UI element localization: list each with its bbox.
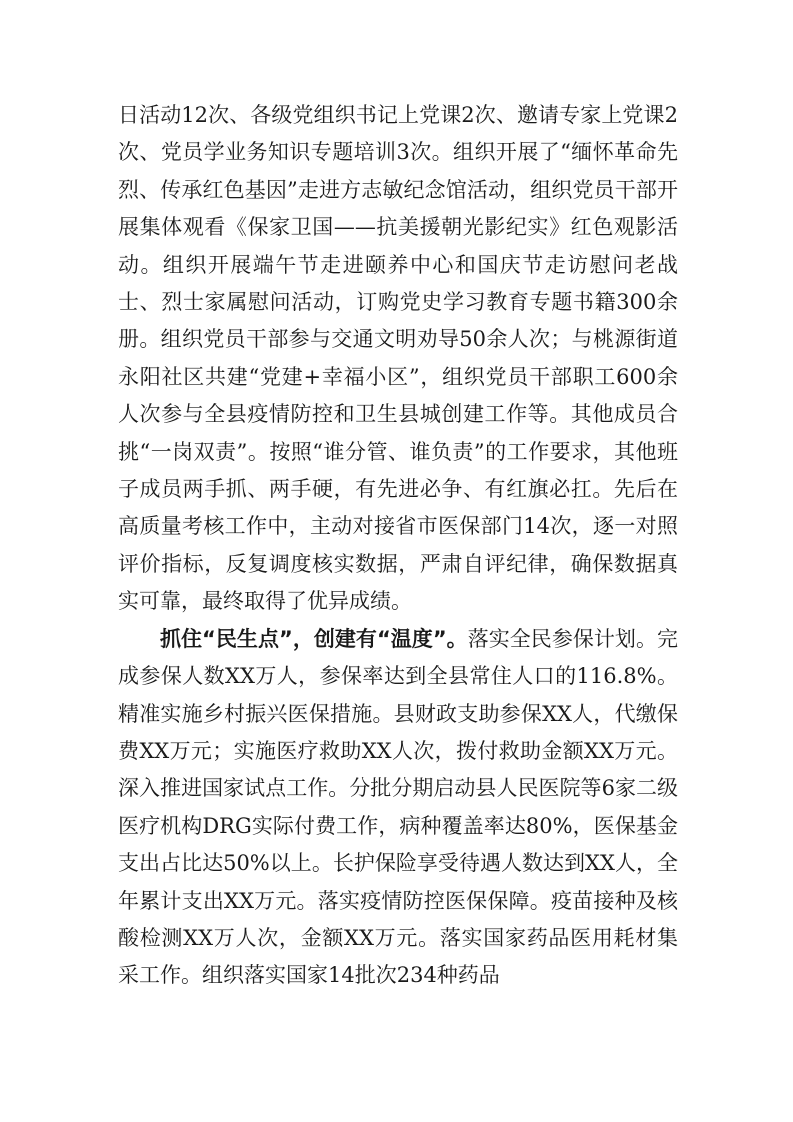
paragraph-text: 日活动12次、各级党组织书记上党课2次、邀请专家上党课2次、党员学业务知识专题培训3次。组织开展了“缅怀革命先烈、传承红色基因”走进方志敏纪念馆活动，组织党员干部开展集体观看《保家卫国——抗美援朝光影纪实》红色观影活动。组织开展端午节走进颐养中心和国庆节走访慰问老战士、烈士家属慰问活动，订购党史学习教育专题书籍300余册。组织党员干部参与交通文明劝导50余人次；与桃源街道永阳社区共建“党建+幸福小区”，组织党员干部职工600余人次参与全县疫情防控和卫生县城创建工作等。其他成员合挑“一岗双责”。按照“谁分管、谁负责”的工作要求，其他班子成员两手抓、两手硬，有先进必争、有红旗必扛。先后在高质量考核工作中，主动对接省市医保部门14次，逐一对照评价指标，反复调度核实数据，严肃自评纪律，确保数据真实可靠，最终取得了优异成绩。	[118, 103, 678, 614]
paragraph-text: 落实全民参保计划。完成参保人数XX万人，参保率达到全县常住人口的116.8%。精准实施乡村振兴医保措施。县财政支助参保XX人，代缴保费XX万元；实施医疗救助XX人次，拨付救助金额XX万元。深入推进国家试点工作。分批分期启动县人民医院等6家二级医疗机构DRG实际付费工作，病种覆盖率达80%，医保基金支出占比达50%以上。长护保险享受待遇人数达到XX人，全年累计支出XX万元。落实疫情防控医保保障。疫苗接种及核酸检测XX万人次，金额XX万元。落实国家药品医用耗材集采工作。组织落实国家14批次234种药品	[118, 626, 678, 988]
paragraph-livelihood	[118, 621, 678, 995]
paragraph-party-activities	[118, 97, 678, 621]
paragraph-lead-heading: 抓住“民生点”，创建有“温度”。	[160, 626, 468, 651]
document-body	[118, 97, 678, 995]
